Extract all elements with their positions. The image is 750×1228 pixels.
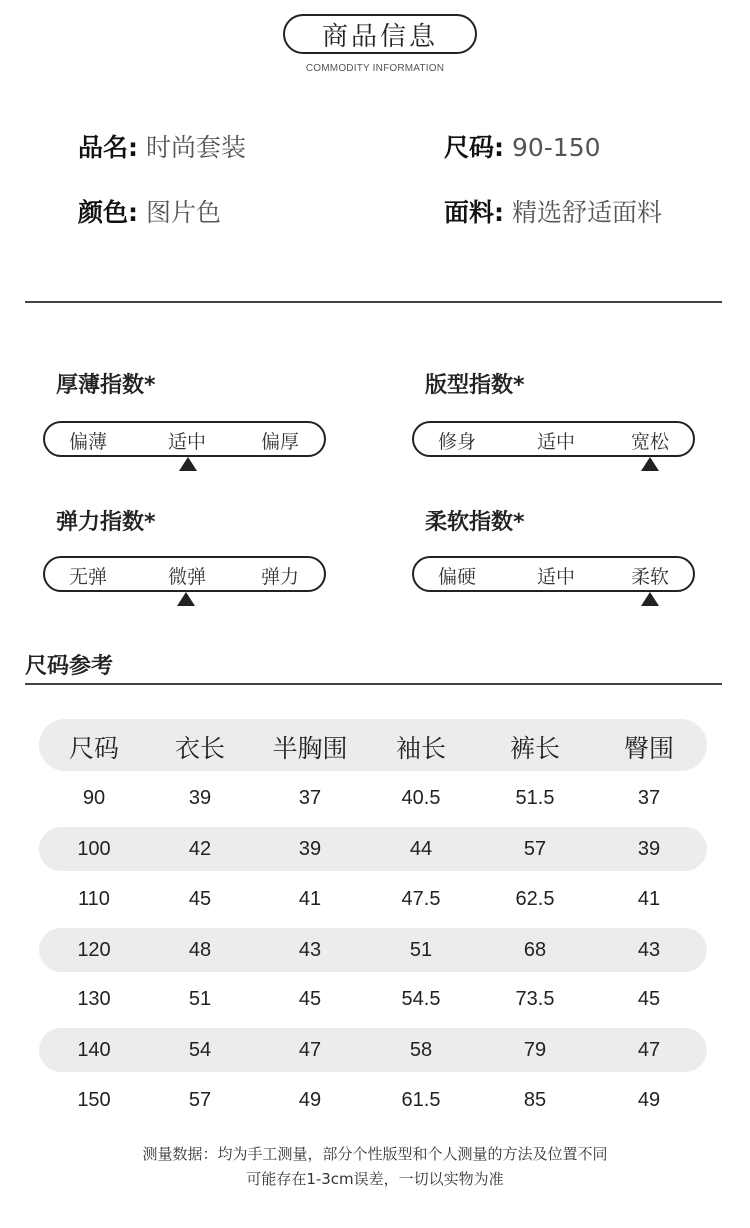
indicator-arrow-icon [177, 592, 195, 606]
divider [25, 301, 722, 303]
table-row [0, 1089, 750, 1115]
table-row [0, 939, 750, 965]
table-cell: 41 [637, 888, 661, 910]
measurement-note-line2: 可能存在1-3cm误差，一切以实物为准 [246, 1170, 504, 1188]
table-row [0, 988, 750, 1014]
product-fabric [444, 193, 662, 229]
table-cell: 43 [637, 939, 661, 961]
table-header-cell: 臀围 [623, 734, 674, 763]
index-option: 微弹 [167, 566, 206, 588]
table-cell: 150 [77, 1089, 111, 1111]
table-cell: 44 [409, 838, 433, 860]
table-cell: 45 [188, 888, 212, 910]
table-cell: 110 [78, 888, 110, 910]
table-cell: 58 [409, 1039, 433, 1061]
table-cell: 49 [637, 1089, 661, 1111]
table-cell: 79 [523, 1039, 547, 1061]
index-title-elasticity: 弹力指数* [56, 510, 156, 535]
product-size [444, 128, 601, 164]
table-header-cell: 衣长 [174, 734, 225, 763]
index-title-thickness: 厚薄指数* [56, 373, 156, 398]
table-cell: 37 [637, 787, 661, 809]
table-header-cell: 半胸围 [272, 734, 348, 763]
table-cell: 57 [523, 838, 547, 860]
section-subtitle: COMMODITY INFORMATION [305, 63, 445, 74]
table-cell: 73.5 [515, 988, 555, 1010]
table-cell: 51.5 [515, 787, 555, 809]
table-cell: 49 [298, 1089, 322, 1111]
table-cell: 43 [298, 939, 322, 961]
table-cell: 45 [298, 988, 322, 1010]
indicator-arrow-icon [179, 457, 197, 471]
table-row [0, 787, 750, 813]
table-cell: 41 [298, 888, 322, 910]
divider [25, 683, 722, 685]
product-color-value: 图片色 [145, 198, 221, 227]
table-cell: 47.5 [401, 888, 441, 910]
index-option: 适中 [536, 431, 575, 453]
table-cell: 54.5 [401, 988, 441, 1010]
product-size-value: 90-150 [511, 133, 601, 162]
table-header-cell: 裤长 [509, 734, 560, 763]
index-option: 适中 [536, 566, 575, 588]
table-cell: 57 [188, 1089, 212, 1111]
product-color-label: 颜色: [78, 198, 138, 227]
product-name-label: 品名: [78, 133, 138, 162]
table-row [0, 1039, 750, 1065]
table-cell: 62.5 [515, 888, 555, 910]
section-title-badge [283, 14, 477, 54]
product-name [78, 128, 246, 164]
table-cell: 85 [523, 1089, 547, 1111]
measurement-note-line1: 测量数据：均为手工测量，部分个性版型和个人测量的方法及位置不同 [142, 1145, 608, 1163]
indicator-arrow-icon [641, 592, 659, 606]
table-cell: 51 [409, 939, 433, 961]
table-cell: 39 [298, 838, 322, 860]
table-cell: 68 [523, 939, 547, 961]
table-cell: 40.5 [401, 787, 441, 809]
index-title-fit: 版型指数* [425, 373, 525, 398]
size-chart-title: 尺码参考 [25, 654, 114, 679]
index-option: 偏厚 [260, 431, 299, 453]
table-cell: 47 [637, 1039, 661, 1061]
table-cell: 45 [637, 988, 661, 1010]
table-cell: 39 [637, 838, 661, 860]
indicator-arrow-icon [641, 457, 659, 471]
table-cell: 54 [188, 1039, 212, 1061]
product-color [78, 193, 221, 229]
table-cell: 130 [77, 988, 111, 1010]
table-row [0, 838, 750, 864]
table-cell: 140 [77, 1039, 111, 1061]
index-option: 偏薄 [68, 431, 107, 453]
table-cell: 100 [77, 838, 111, 860]
table-cell: 61.5 [401, 1089, 441, 1111]
index-option: 偏硬 [437, 566, 476, 588]
index-option: 适中 [167, 431, 206, 453]
index-title-softness: 柔软指数* [425, 510, 525, 535]
index-option: 柔软 [630, 566, 669, 588]
table-cell: 90 [82, 787, 106, 809]
section-title: 商品信息 [321, 21, 438, 52]
table-cell: 47 [298, 1039, 322, 1061]
index-option: 无弹 [68, 566, 107, 588]
table-header-bg [39, 719, 707, 771]
table-cell: 37 [298, 787, 322, 809]
table-header-cell: 袖长 [395, 734, 446, 763]
product-name-value: 时尚套装 [145, 133, 246, 162]
product-size-label: 尺码: [444, 133, 504, 162]
table-cell: 42 [188, 838, 212, 860]
table-row [0, 888, 750, 914]
index-option: 宽松 [630, 431, 669, 453]
product-fabric-value: 精选舒适面料 [511, 198, 662, 227]
table-cell: 120 [77, 939, 111, 961]
index-option: 弹力 [260, 566, 299, 588]
table-cell: 39 [188, 787, 212, 809]
product-fabric-label: 面料: [444, 198, 504, 227]
table-cell: 48 [188, 939, 212, 961]
index-option: 修身 [437, 431, 476, 453]
table-header-cell: 尺码 [68, 734, 119, 763]
table-cell: 51 [188, 988, 212, 1010]
